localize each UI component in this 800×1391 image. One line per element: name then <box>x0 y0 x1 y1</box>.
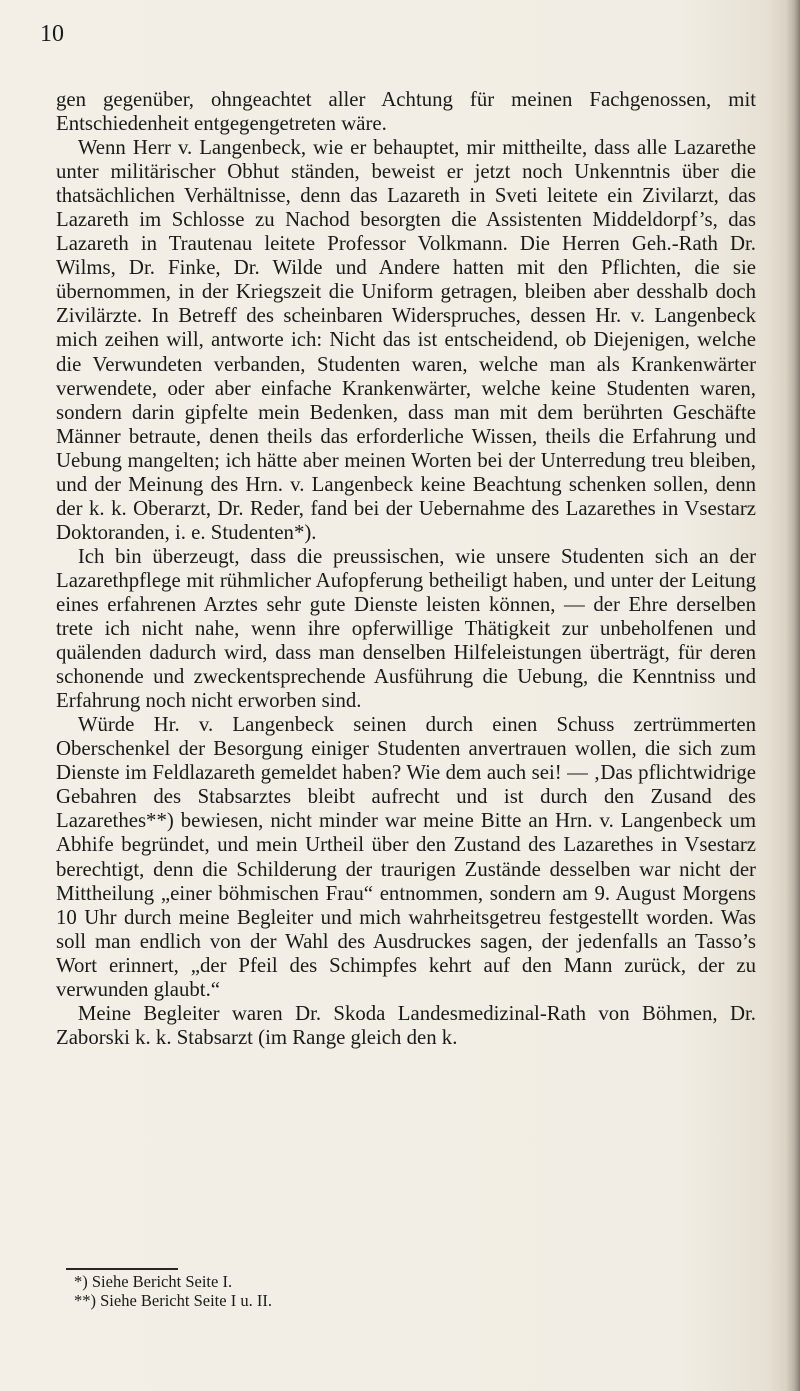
footnote-2: **) Siehe Bericht Seite I u. II. <box>74 1291 272 1310</box>
footnotes <box>74 1272 272 1310</box>
paragraph-5: Meine Begleiter waren Dr. Skoda Landesmedizinal-Rath von Böhmen, Dr. Zaborski k. k. Stabsarzt (im Range gleich den k. <box>56 1001 756 1049</box>
page-edge-shadow <box>786 0 800 1391</box>
paragraph-2: Wenn Herr v. Langenbeck, wie er behauptet, mir mittheilte, dass alle Lazarethe unter militärischer Obhut ständen, beweist er jetzt noch Unkenntnis über die thatsächlichen Verhältnisse, denn das Lazareth in Sveti leitete ein Zivilarzt, das Lazareth im Schlosse zu Nachod besorgten die Assistenten Middeldorpf’s, das Lazareth in Trautenau leitete Professor Volkmann. Die Herren Geh.-Rath Dr. Wilms, Dr. Finke, Dr. Wilde und Andere hatten mit den Pflichten, die sie übernommen, in der Kriegszeit die Uniform getragen, bleiben aber desshalb doch Zivilärzte. In Betreff des scheinbaren Widerspruches, dessen Hr. v. Langenbeck mich zeihen will, antworte ich: Nicht das ist entscheidend, ob Diejenigen, welche die Verwundeten verbanden, Studenten waren, welche man als Krankenwärter verwendete, oder aber einfache Krankenwärter, welche keine Studenten waren, sondern darin gipfelte mein Bedenken, dass man mit dem berührten Geschäfte Männer betraute, denen theils das erforderliche Wissen, theils die Erfahrung und Uebung mangelten; ich hätte aber meinen Worten bei der Unterredung treu bleiben, und der Meinung des Hrn. v. Langenbeck keine Beachtung schenken sollen, denn der k. k. Oberarzt, Dr. Reder, fand bei der Uebernahme des Lazarethes in Vsestarz Doktoranden, i. e. Studenten*). <box>56 136 756 544</box>
paragraph-3: Ich bin überzeugt, dass die preussischen, wie unsere Studenten sich an der Lazarethpflege mit rühmlicher Aufopferung betheiligt haben, und unter der Leitung eines erfahrenen Arztes sehr gute Dienste leisten können, — der Ehre derselben trete ich nicht nahe, wenn ihre opferwillige Thätigkeit zur unbeholfenen und quälenden dadurch wird, dass man denselben Hilfeleistungen überträgt, für deren schonende und zweckentsprechende Ausführung die Uebung, die Kenntniss und Erfahrung noch nicht erworben sind. <box>56 544 756 713</box>
paragraph-1: gen gegenüber, ohngeachtet aller Achtung für meinen Fachgenossen, mit Entschiedenheit entgegengetreten wäre. <box>56 88 756 136</box>
footnote-divider <box>66 1268 178 1270</box>
body-text <box>56 88 756 1050</box>
paragraph-4: Würde Hr. v. Langenbeck seinen durch einen Schuss zertrümmerten Oberschenkel der Besorgung einiger Studenten anvertrauen wollen, die sich zum Dienste im Feldlazareth gemeldet haben? Wie dem auch sei! — ‚Das pflichtwidrige Gebahren des Stabsarztes bleibt aufrecht und ist durch den Zusand des Lazarethes**) bewiesen, nicht minder war meine Bitte an Hrn. v. Langenbeck um Abhife begründet, und mein Urtheil über den Zustand des Lazarethes in Vsestarz berechtigt, denn die Schilderung der traurigen Zustände desselben war nicht der Mittheilung „einer böhmischen Frau“ entnommen, sondern am 9. August Morgens 10 Uhr durch meine Begleiter und mich wahrheitsgetreu festgestellt worden. Was soll man endlich von der Wahl des Ausdruckes sagen, der jedenfalls an Tasso’s Wort erinnert, „der Pfeil des Schimpfes kehrt auf den Mann zurück, der zu verwunden glaubt.“ <box>56 713 756 1001</box>
footnote-1: *) Siehe Bericht Seite I. <box>74 1272 233 1291</box>
page-number: 10 <box>40 21 64 47</box>
